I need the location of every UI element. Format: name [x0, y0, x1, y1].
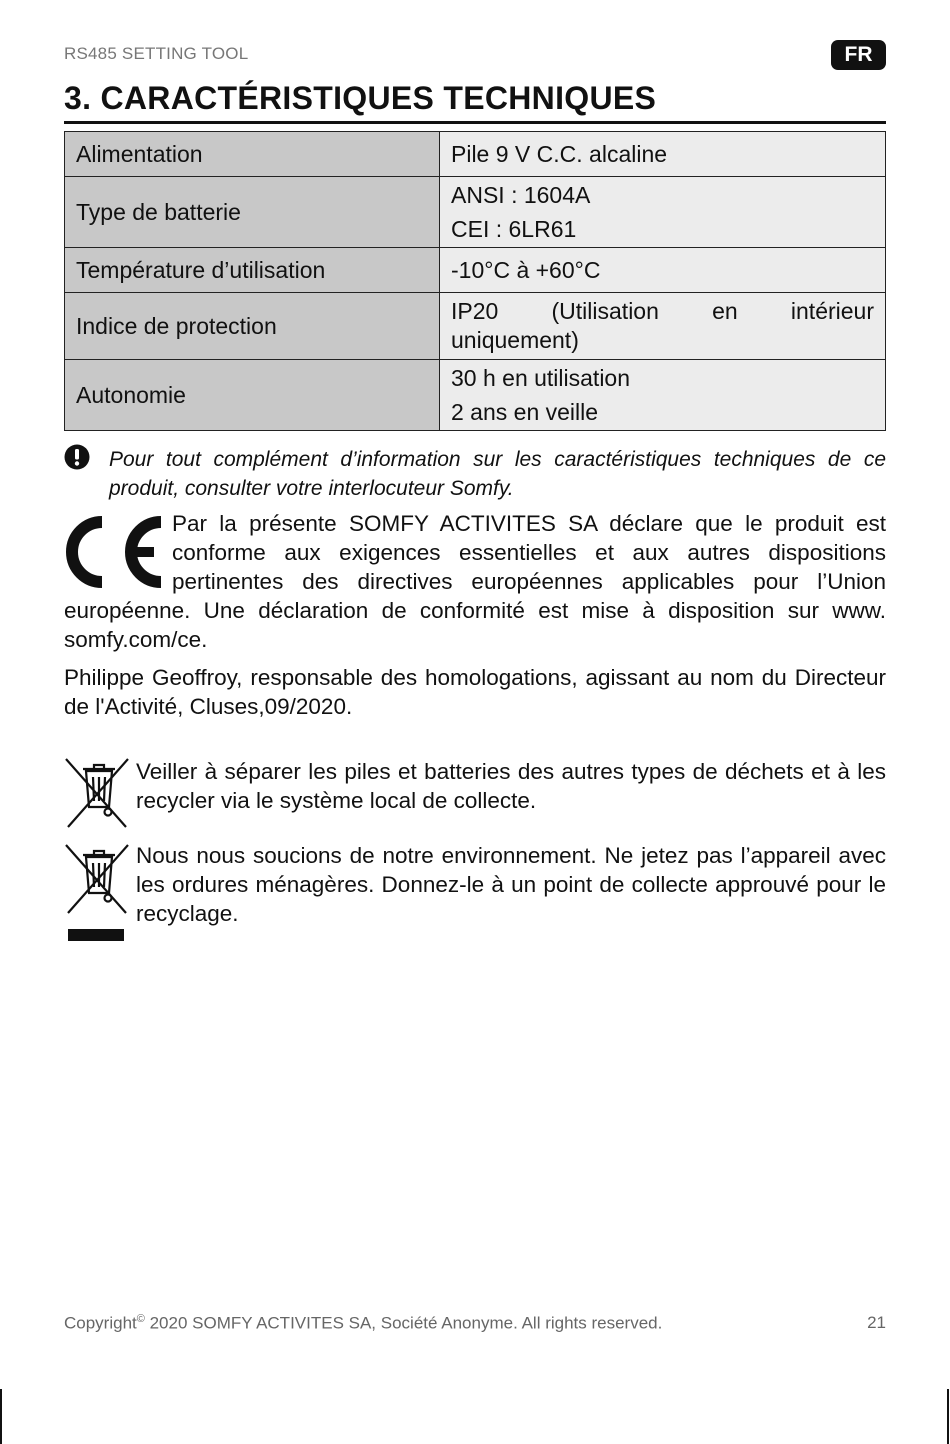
spec-value-line: IP20 (Utilisation en intérieur — [451, 298, 874, 324]
spec-label: Type de batterie — [65, 177, 440, 248]
device-disposal-text: Nous nous soucions de notre environnement. Ne jetez pas l’appareil avec les ordures ménagères. Donnez-le à un point de collecte approuvé pour le recyclage. — [136, 843, 886, 926]
copyright-prefix: Copyright — [64, 1313, 137, 1333]
spec-value-line: CEI : 6LR61 — [451, 216, 577, 242]
spec-value-line: -10°C à +60°C — [451, 257, 601, 283]
battery-disposal-text: Veiller à séparer les piles et batteries des autres types de déchets et à les recycler via le système local de collecte. — [136, 759, 886, 813]
spec-value — [440, 132, 886, 177]
info-note: Pour tout complément d’information sur les caractéristiques techniques de ce produit, consulter votre interlocuteur Somfy. — [109, 448, 886, 500]
signatory-statement: Philippe Geoffroy, responsable des homologations, agissant au nom du Directeur de l'Activité, Cluses,09/2020. — [64, 665, 886, 719]
spec-value — [440, 293, 886, 360]
header-product-name: RS485 SETTING TOOL — [64, 44, 249, 63]
spec-label: Autonomie — [65, 360, 440, 431]
table-row — [65, 177, 886, 248]
crossed-bin-icon — [64, 757, 132, 829]
spec-value-line: Pile 9 V C.C. alcaline — [451, 141, 668, 167]
spec-value — [440, 177, 886, 248]
table-row — [65, 360, 886, 431]
copyright-symbol: © — [136, 1313, 145, 1325]
page-number: 21 — [867, 1313, 886, 1332]
page-edge-mark-right — [947, 1389, 949, 1444]
spec-value-line: ANSI : 1604A — [451, 182, 591, 208]
copyright-text: 2020 SOMFY ACTIVITES SA, Société Anonyme. All rights reserved. — [144, 1313, 663, 1333]
ce-declaration: Par la présente SOMFY ACTIVITES SA déclare que le produit est conforme aux exigences essentielles et aux autres dispositions pertinentes des directives européennes applicables pour l’Union européenne. Une déclaration de conformité est mise à disposition sur www. somfy.com/ce. — [64, 511, 886, 652]
page-edge-mark-left — [0, 1389, 2, 1444]
spec-value-line: 30 h en utilisation — [451, 365, 631, 391]
specs-table — [64, 131, 886, 431]
spec-value-line: 2 ans en veille — [451, 399, 599, 425]
spec-value — [440, 248, 886, 293]
table-row — [65, 293, 886, 360]
spec-label: Alimentation — [65, 132, 440, 177]
spec-label: Indice de protection — [65, 293, 440, 360]
table-row — [65, 132, 886, 177]
table-row — [65, 248, 886, 293]
spec-label: Température d’utilisation — [65, 248, 440, 293]
exclamation-icon — [64, 444, 90, 470]
spec-value — [440, 360, 886, 431]
footer-copyright — [64, 1313, 662, 1334]
crossed-bin-bar-icon — [64, 843, 132, 943]
section-title: 3. CARACTÉRISTIQUES TECHNIQUES — [64, 80, 886, 124]
spec-value-line: uniquement) — [451, 327, 579, 353]
language-badge: FR — [831, 40, 886, 70]
